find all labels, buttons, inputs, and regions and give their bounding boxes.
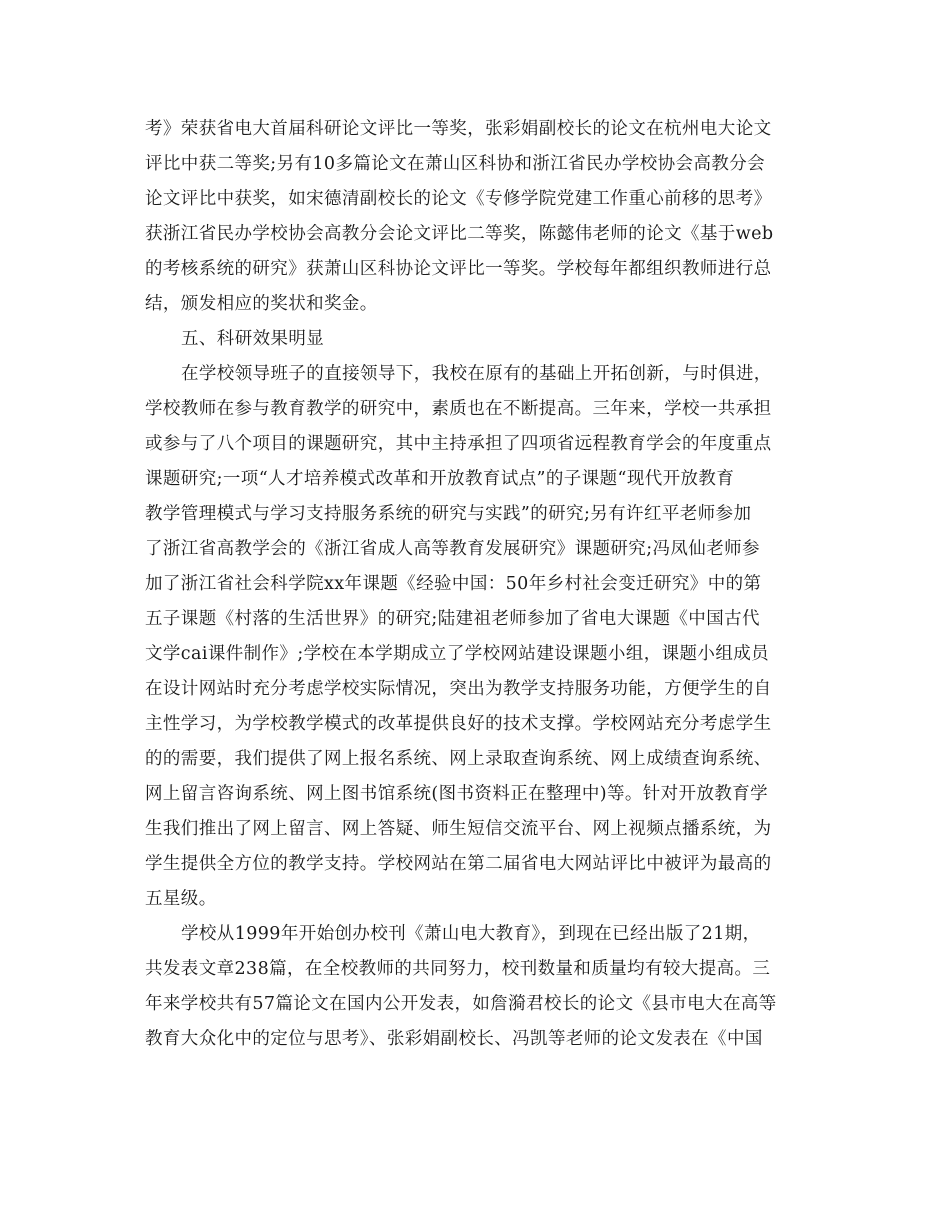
text-line: 加了浙江省社会科学院xx年课题《经验中国：50年乡村社会变迁研究》中的第 (145, 574, 762, 594)
text-line: 年来学校共有57篇论文在国内公开发表，如詹漪君校长的论文《县市电大在高等 (145, 994, 777, 1014)
text-line: 学校教师在参与教育教学的研究中，素质也在不断提高。三年来，学校一共承担 (145, 399, 772, 419)
section-heading: 五、科研效果明显 (181, 329, 325, 349)
text-line: 生我们推出了网上留言、网上答疑、师生短信交流平台、网上视频点播系统，为 (145, 819, 772, 839)
text-line: 在设计网站时充分考虑学校实际情况，突出为教学支持服务功能，方便学生的自 (145, 679, 772, 699)
text-line: 学校从1999年开始创办校刊《萧山电大教育》，到现在已经出版了21期， (181, 924, 761, 944)
text-line: 评比中获二等奖;另有10多篇论文在萧山区科协和浙江省民办学校协会高教分会 (145, 154, 766, 174)
text-line: 或参与了八个项目的课题研究，其中主持承担了四项省远程教育学会的年度重点 (145, 434, 772, 454)
text-line: 五星级。 (145, 889, 217, 909)
text-line: 共发表文章238篇，在全校教师的共同努力，校刊数量和质量均有较大提高。三 (145, 959, 771, 979)
text-line: 获浙江省民办学校协会高教分会论文评比二等奖，陈懿伟老师的论文《基于web (145, 224, 774, 244)
text-line: 五子课题《村落的生活世界》的研究;陆建祖老师参加了省电大课题《中国古代 (145, 609, 760, 629)
text-line: 文学cai课件制作》;学校在本学期成立了学校网站建设课题小组，课题小组成员 (145, 644, 770, 664)
text-line: 主性学习，为学校教学模式的改革提供良好的技术支撑。学校网站充分考虑学生 (145, 714, 772, 734)
text-line: 考》荣获省电大首届科研论文评比一等奖，张彩娟副校长的论文在杭州电大论文 (145, 119, 772, 139)
text-line: 教学管理模式与学习支持服务系统的研究与实践”的研究;另有许红平老师参加 (145, 504, 752, 524)
text-line: 课题研究;一项“人才培养模式改革和开放教育试点”的子课题“现代开放教育 (145, 469, 735, 489)
text-line: 的考核系统的研究》获萧山区科协论文评比一等奖。学校每年都组织教师进行总 (145, 259, 772, 279)
text-line: 论文评比中获奖，如宋德清副校长的论文《专修学院党建工作重心前移的思考》 (145, 189, 772, 209)
text-line: 结，颁发相应的奖状和奖金。 (145, 294, 378, 314)
text-line: 了浙江省高教学会的《浙江省成人高等教育发展研究》课题研究;冯凤仙老师参 (145, 539, 760, 559)
text-line: 的的需要，我们提供了网上报名系统、网上录取查询系统、网上成绩查询系统、 (145, 749, 772, 769)
text-line: 教育大众化中的定位与思考》、张彩娟副校长、冯凯等老师的论文发表在《中国 (145, 1029, 763, 1049)
text-line: 学生提供全方位的教学支持。学校网站在第二届省电大网站评比中被评为最高的 (145, 854, 772, 874)
text-line: 网上留言咨询系统、网上图书馆系统(图书资料正在整理中)等。针对开放教育学 (145, 784, 769, 804)
text-line: 在学校领导班子的直接领导下，我校在原有的基础上开拓创新，与时俱进， (181, 364, 772, 384)
